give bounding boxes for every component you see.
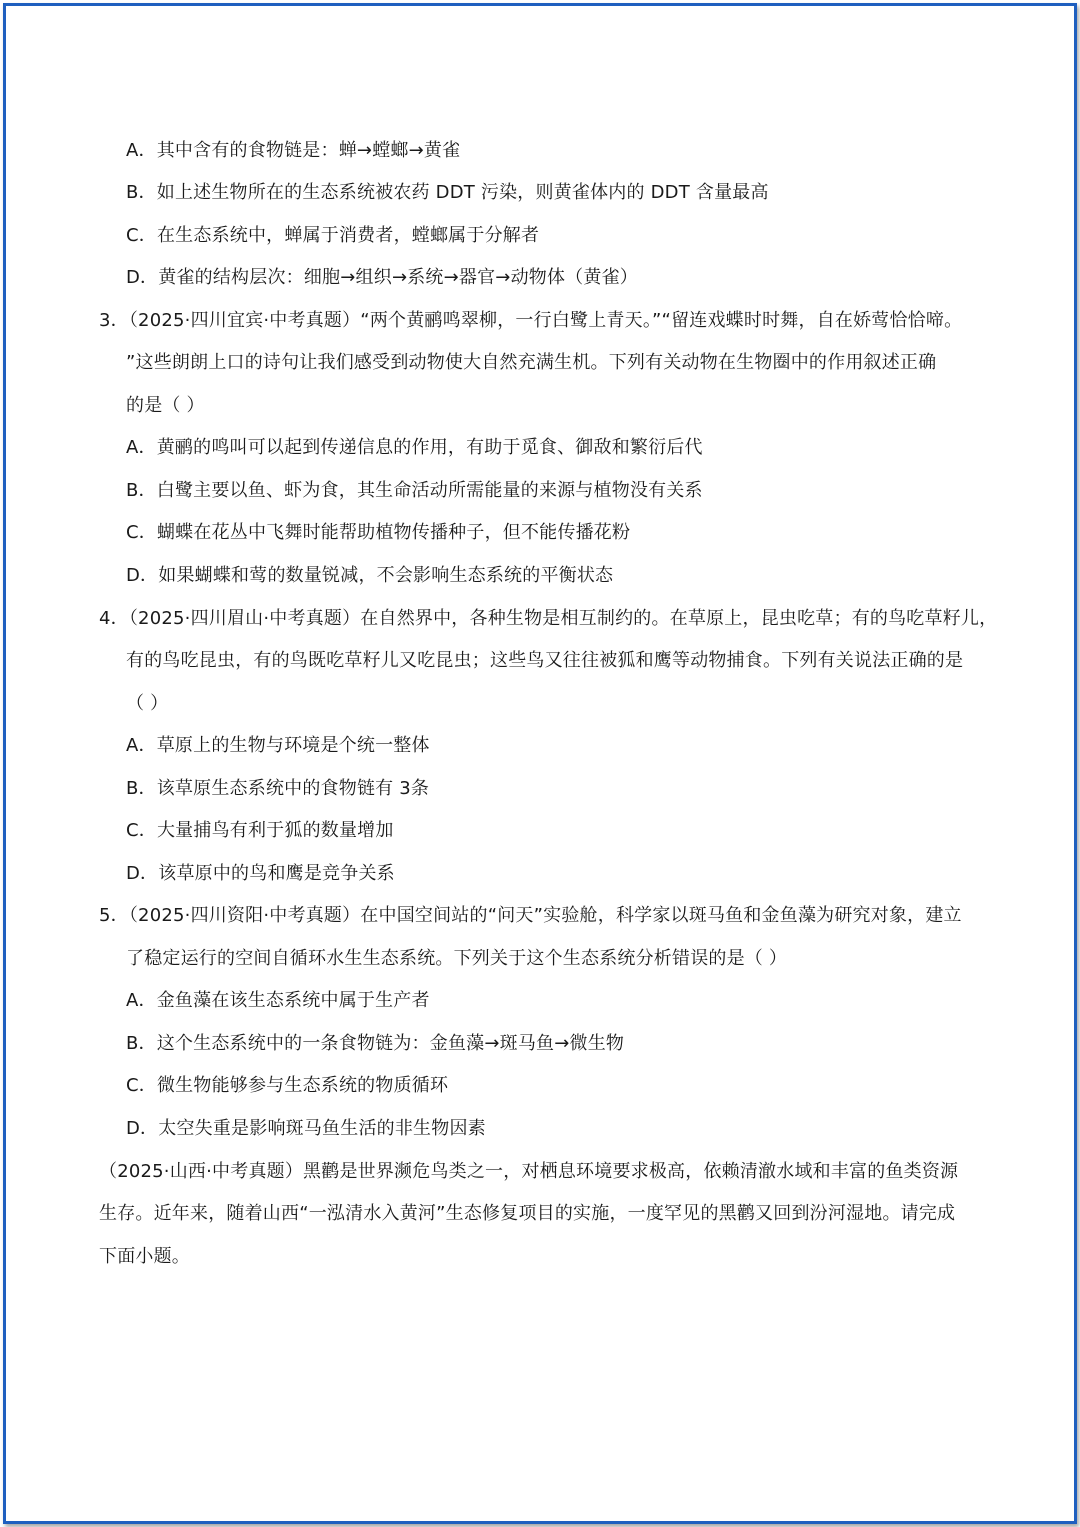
q3-option-b: B．白鹭主要以鱼、虾为食，其生命活动所需能量的来源与植物没有关系 [126, 480, 703, 501]
q5-option-d: D．太空失重是影响斑马鱼生活的非生物因素 [126, 1118, 486, 1139]
q5-stem-line2: 了稳定运行的空间自循环水生生态系统。下列关于这个生态系统分析错误的是（ ） [126, 948, 788, 969]
q3-stem-line1: 3．（2025·四川宜宾·中考真题）“两个黄鹂鸣翠柳，一行白鹭上青天。”“留连戏蝶时时舞，自在娇莺恰恰啼。 [99, 310, 963, 331]
q4-option-c: C．大量捕鸟有利于狐的数量增加 [126, 820, 394, 841]
q4-option-b: B．该草原生态系统中的食物链有 3条 [126, 778, 430, 799]
q2-option-c: C．在生态系统中，蝉属于消费者，螳螂属于分解者 [126, 225, 540, 246]
q4-stem-line2: 有的鸟吃昆虫，有的鸟既吃草籽儿又吃昆虫；这些鸟又往往被狐和鹰等动物捕食。下列有关说法正确的是 [126, 650, 964, 671]
q5-option-b: B．这个生态系统中的一条食物链为：金鱼藻→斑马鱼→微生物 [126, 1033, 625, 1054]
passage-line3: 下面小题。 [99, 1246, 190, 1267]
q4-stem-line3: （ ） [126, 693, 169, 714]
q2-option-a: A．其中含有的食物链是：蝉→螳螂→黄雀 [126, 140, 461, 161]
q5-stem-line1: 5．（2025·四川资阳·中考真题）在中国空间站的“问天”实验舱，科学家以斑马鱼和金鱼藻为研究对象，建立 [99, 905, 962, 926]
q2-option-d: D．黄雀的结构层次：细胞→组织→系统→器官→动物体（黄雀） [126, 267, 638, 288]
q4-option-a: A．草原上的生物与环境是个统一整体 [126, 735, 430, 756]
q5-option-a: A．金鱼藻在该生态系统中属于生产者 [126, 990, 430, 1011]
q5-option-c: C．微生物能够参与生态系统的物质循环 [126, 1075, 449, 1096]
passage-line1: （2025·山西·中考真题）黑鹳是世界濒危鸟类之一，对栖息环境要求极高，依赖清澈水域和丰富的鱼类资源 [99, 1161, 959, 1182]
q3-stem-line2: ”这些朗朗上口的诗句让我们感受到动物使大自然充满生机。下列有关动物在生物圈中的作用叙述正确 [126, 352, 937, 373]
passage-line2: 生存。近年来，随着山西“一泓清水入黄河”生态修复项目的实施，一度罕见的黑鹳又回到汾河湿地。请完成 [99, 1203, 956, 1224]
q4-stem-line1: 4．（2025·四川眉山·中考真题）在自然界中，各种生物是相互制约的。在草原上，昆虫吃草；有的鸟吃草籽儿， [99, 608, 998, 629]
q3-option-c: C．蝴蝶在花丛中飞舞时能帮助植物传播种子，但不能传播花粉 [126, 522, 631, 543]
q2-option-b: B．如上述生物所在的生态系统被农药 DDT 污染，则黄雀体内的 DDT 含量最高 [126, 182, 769, 203]
q3-option-d: D．如果蝴蝶和莺的数量锐减，不会影响生态系统的平衡状态 [126, 565, 614, 586]
q3-stem-line3: 的是（ ） [126, 395, 205, 416]
q4-option-d: D．该草原中的鸟和鹰是竞争关系 [126, 863, 395, 884]
q3-option-a: A．黄鹂的鸣叫可以起到传递信息的作用，有助于觅食、御敌和繁衍后代 [126, 437, 703, 458]
